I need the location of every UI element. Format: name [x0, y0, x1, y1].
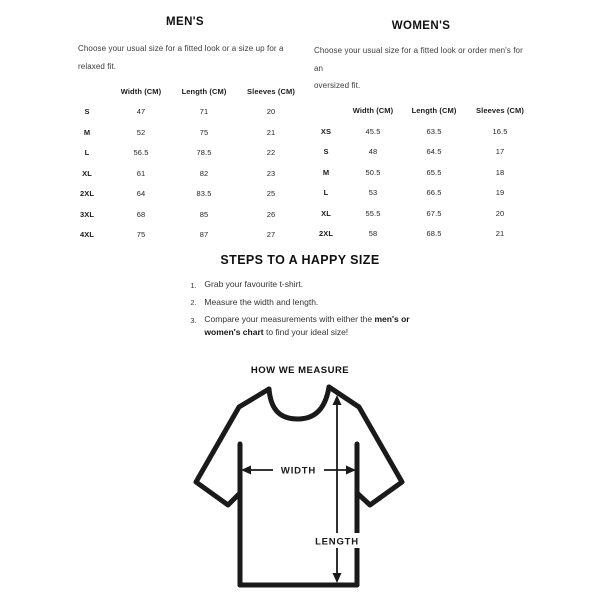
column-header-length: Length (CM)	[181, 86, 227, 96]
size-label: M	[322, 167, 330, 177]
table-row	[308, 203, 534, 224]
length-label: LENGTH	[315, 536, 359, 548]
size-label: XL	[321, 208, 331, 218]
width-value: 75	[136, 230, 146, 240]
mens-description	[78, 40, 306, 75]
mens-title: MEN'S	[166, 16, 204, 28]
width-value: 56.5	[133, 148, 149, 158]
size-label: 2XL	[318, 229, 334, 239]
steps-title: STEPS TO A HAPPY SIZE	[220, 253, 380, 267]
width-value: 53	[368, 188, 378, 198]
step-number: 1.	[190, 280, 197, 290]
sleeves-value: 27	[266, 230, 276, 240]
sleeves-value: 19	[495, 188, 505, 198]
womens-description-line: oversized fit.	[314, 81, 361, 90]
womens-description	[314, 42, 534, 95]
steps-section	[0, 253, 600, 343]
table-row	[64, 102, 306, 123]
width-value: 45.5	[365, 126, 381, 136]
size-label: L	[84, 148, 90, 158]
table-row	[308, 121, 534, 142]
sleeves-value: 23	[266, 168, 276, 178]
length-value: 71	[199, 107, 209, 117]
width-value: 58	[368, 229, 378, 239]
size-label: 3XL	[79, 209, 95, 219]
column-header-width: Width (CM)	[120, 86, 162, 96]
step-text	[204, 313, 409, 339]
table-header-row	[64, 81, 306, 102]
length-arrowhead-bottom	[333, 573, 342, 583]
womens-size-section	[308, 16, 534, 244]
width-value: 61	[136, 168, 146, 178]
width-value: 50.5	[365, 167, 381, 177]
size-label: 4XL	[79, 230, 95, 240]
step-text-bold: men's or	[374, 314, 410, 324]
size-label: XS	[320, 126, 332, 136]
length-value: 63.5	[426, 126, 442, 136]
width-value: 55.5	[365, 208, 381, 218]
table-row	[64, 184, 306, 205]
table-row	[308, 183, 534, 204]
sleeves-value: 21	[266, 127, 276, 137]
sleeves-value: 20	[495, 208, 505, 218]
table-row	[308, 224, 534, 245]
width-value: 48	[368, 147, 378, 157]
column-header-width: Width (CM)	[352, 106, 394, 116]
size-label: L	[323, 188, 329, 198]
step-item	[190, 313, 409, 339]
width-value: 64	[136, 189, 146, 199]
size-label: M	[83, 127, 91, 137]
tshirt-diagram	[190, 382, 410, 594]
table-header-row	[308, 101, 534, 122]
length-value: 83.5	[196, 189, 212, 199]
table-row	[308, 162, 534, 183]
column-header-sleeves: Sleeves (CM)	[476, 106, 524, 116]
step-number: 2.	[190, 298, 197, 307]
step-text-plain: to find your ideal size!	[263, 327, 349, 337]
length-value: 87	[199, 230, 209, 240]
sleeves-value: 17	[495, 147, 505, 157]
step-text-bold: women's chart	[204, 327, 264, 337]
width-arrow	[241, 461, 356, 478]
column-header-length: Length (CM)	[411, 106, 457, 116]
sleeves-value: 18	[495, 167, 505, 177]
mens-description-line: Choose your usual size for a fitted look or a size up for a	[78, 44, 284, 53]
step-text: Measure the width and length.	[204, 296, 319, 307]
length-value: 66.5	[426, 188, 442, 198]
steps-list	[190, 278, 409, 343]
tshirt-outline	[196, 387, 402, 585]
step-text-plain: Compare your measurements with either the	[204, 314, 375, 324]
step-item	[190, 278, 409, 292]
sleeves-value: 16.5	[492, 126, 508, 136]
step-number: 3.	[190, 315, 197, 325]
length-value: 65.5	[426, 167, 442, 177]
width-value: 47	[136, 107, 146, 117]
width-value: 68	[136, 209, 146, 219]
table-row	[64, 225, 306, 246]
length-value: 75	[199, 127, 209, 137]
tshirt-neckline	[269, 387, 329, 419]
table-row	[308, 142, 534, 163]
sleeves-value: 25	[266, 189, 276, 199]
sleeves-value: 22	[266, 148, 276, 158]
table-row	[64, 122, 306, 143]
womens-description-line: Choose your usual size for a fitted look or order men's for an	[314, 46, 523, 73]
step-text: Grab your favourite t-shirt.	[204, 279, 304, 289]
size-label: S	[84, 107, 90, 117]
size-label: 2XL	[79, 189, 95, 199]
table-row	[64, 143, 306, 164]
width-label: WIDTH	[280, 465, 317, 477]
womens-title: WOMEN'S	[391, 20, 451, 32]
length-value: 68.5	[426, 229, 442, 239]
sleeves-value: 26	[266, 209, 276, 219]
size-label: XL	[82, 168, 92, 178]
length-value: 64.5	[426, 147, 442, 157]
size-label: S	[323, 147, 329, 157]
mens-description-line: relaxed fit.	[78, 61, 117, 71]
length-value: 82	[199, 168, 209, 178]
womens-size-table	[308, 101, 534, 245]
mens-size-table	[64, 81, 306, 245]
table-row	[64, 163, 306, 184]
column-header-sleeves: Sleeves (CM)	[247, 86, 295, 96]
mens-size-section	[64, 16, 306, 245]
table-row	[64, 204, 306, 225]
tshirt-left-sleeve	[196, 389, 269, 505]
length-value: 85	[199, 209, 209, 219]
step-item	[190, 296, 409, 310]
length-value: 67.5	[426, 208, 442, 218]
width-value: 52	[136, 127, 146, 137]
sleeves-value: 21	[495, 229, 505, 239]
measure-title: HOW WE MEASURE	[250, 365, 350, 376]
sleeves-value: 20	[266, 107, 276, 117]
tshirt-measure-illustration	[190, 382, 410, 594]
length-value: 78.5	[196, 148, 212, 158]
